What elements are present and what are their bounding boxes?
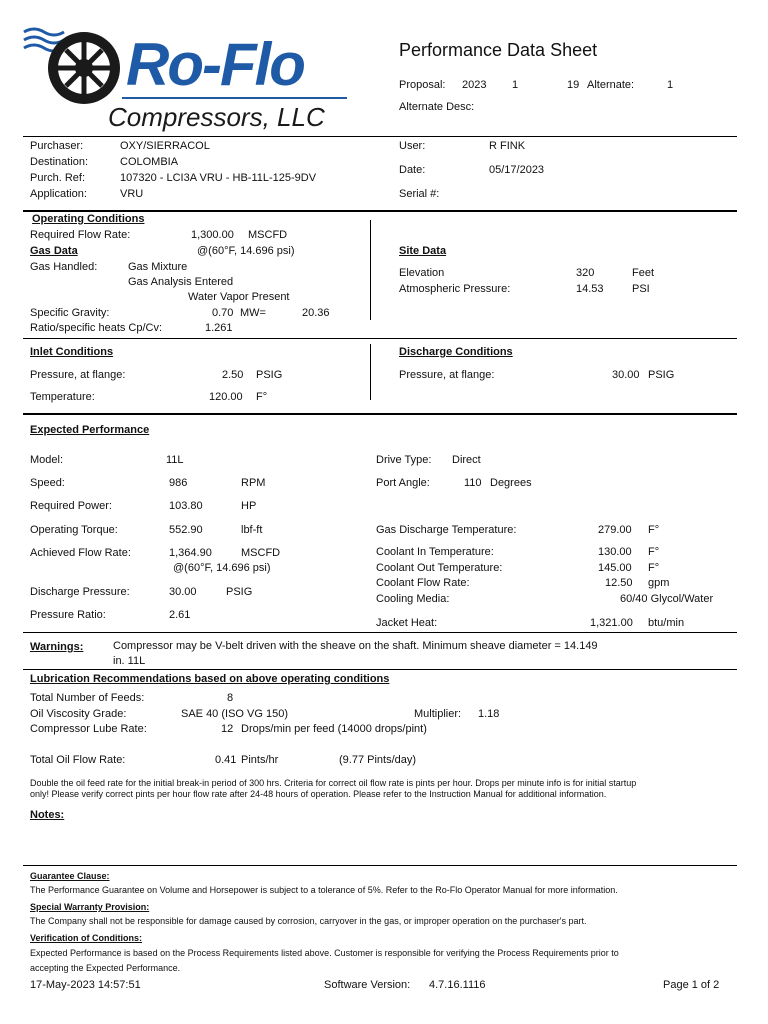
required-power-unit: HP [241,500,257,512]
coolant-in-temp-value: 130.00 [598,546,632,558]
discharge-pressure-perf-unit: PSIG [226,586,253,598]
achieved-flow-value: 1,364.90 [169,547,212,559]
special-warranty-label: Special Warranty Provision: [30,902,150,912]
alternate-label: Alternate: [587,79,635,91]
proposal-number: 1 [512,79,519,91]
inlet-temp-label: Temperature: [30,391,95,403]
atm-pressure-unit: PSI [632,283,650,295]
discharge-pressure-perf-value: 30.00 [169,586,197,598]
application-value: VRU [120,188,144,200]
divider [370,220,371,320]
coolant-out-temp-unit: F° [648,562,660,574]
atm-pressure-label: Atmospheric Pressure: [399,283,511,295]
model-value: 11L [166,454,184,466]
site-data-heading: Site Data [399,245,447,257]
gas-analysis-entered: Gas Analysis Entered [128,276,234,288]
required-power-label: Required Power: [30,500,112,512]
guarantee-clause-text: The Performance Guarantee on Volume and Horsepower is subject to a tolerance of 5%. Refer to the Ro-Flo Operator Manual for more information. [30,885,618,895]
footer-datetime: 17-May-2023 14:57:51 [30,979,141,991]
purchaser-value: OXY/SIERRACOL [120,140,210,152]
software-version-value: 4.7.16.1116 [429,979,486,991]
warnings-text-line1: Compressor may be V-belt driven with the sheave on the shaft. Minimum sheave diameter = 14.149 [113,640,598,652]
drive-type-label: Drive Type: [376,454,432,466]
gas-handled-label: Gas Handled: [30,261,98,273]
divider [370,344,371,400]
speed-label: Speed: [30,477,65,489]
discharge-pressure-unit: PSIG [648,369,675,381]
mw-label: MW= [240,307,266,319]
company-logo [22,20,352,135]
inlet-pressure-unit: PSIG [256,369,283,381]
ratio-specific-heats-value: 1.261 [205,322,233,334]
achieved-flow-label: Achieved Flow Rate: [30,547,131,559]
atm-pressure-value: 14.53 [576,283,604,295]
port-angle-unit: Degrees [490,477,532,489]
pressure-ratio-label: Pressure Ratio: [30,609,106,621]
purch-ref-label: Purch. Ref: [30,172,86,184]
required-power-value: 103.80 [169,500,203,512]
destination-value: COLOMBIA [120,156,179,168]
speed-unit: RPM [241,477,266,489]
inlet-pressure-value: 2.50 [222,369,244,381]
required-flow-value: 1,300.00 [191,229,234,241]
ratio-specific-heats-label: Ratio/specific heats Cp/Cv: [30,322,163,334]
lube-rate-text: Drops/min per feed (14000 drops/pint) [241,723,427,735]
discharge-pressure-value: 30.00 [612,369,640,381]
coolant-in-temp-unit: F° [648,546,660,558]
coolant-in-temp-label: Coolant In Temperature: [376,546,494,558]
software-version-label: Software Version: [324,979,411,991]
destination-label: Destination: [30,156,89,168]
divider [23,632,737,633]
verification-label: Verification of Conditions: [30,933,142,943]
discharge-pressure-label: Pressure, at flange: [399,369,495,381]
drive-type-value: Direct [452,454,481,466]
cooling-media-value: 60/40 Glycol/Water [620,593,714,605]
verification-text-line1: Expected Performance is based on the Process Requirements listed above. Customer is responsible for verifying the Process Requirements prior to [30,948,619,958]
elevation-value: 320 [576,267,595,279]
coolant-flow-label: Coolant Flow Rate: [376,577,470,589]
model-label: Model: [30,454,64,466]
jacket-heat-unit: btu/min [648,617,685,629]
elevation-unit: Feet [632,267,655,279]
total-feeds-label: Total Number of Feeds: [30,692,145,704]
total-oil-flow-day: (9.77 Pints/day) [339,754,417,766]
user-label: User: [399,140,426,152]
proposal-label: Proposal: [399,79,446,91]
achieved-flow-unit: MSCFD [241,547,281,559]
gas-discharge-temp-label: Gas Discharge Temperature: [376,524,517,536]
jacket-heat-value: 1,321.00 [590,617,633,629]
lube-rate-label: Compressor Lube Rate: [30,723,147,735]
oil-viscosity-value: SAE 40 (ISO VG 150) [181,708,288,720]
gas-standard-conditions: @(60°F, 14.696 psi) [197,245,295,257]
achieved-flow-standard: @(60°F, 14.696 psi) [173,562,271,574]
alternate-desc-label: Alternate Desc: [399,101,475,113]
operating-torque-value: 552.90 [169,524,203,536]
inlet-conditions-heading: Inlet Conditions [30,346,114,358]
inlet-temp-unit: F° [256,391,268,403]
jacket-heat-label: Jacket Heat: [376,617,438,629]
multiplier-value: 1.18 [478,708,500,720]
elevation-label: Elevation [399,267,445,279]
notes-label: Notes: [30,809,65,821]
discharge-conditions-heading: Discharge Conditions [399,346,513,358]
inlet-pressure-label: Pressure, at flange: [30,369,126,381]
divider [23,136,737,137]
total-oil-flow-value: 0.41 [215,754,237,766]
date-value: 05/17/2023 [489,164,545,176]
port-angle-label: Port Angle: [376,477,430,489]
purch-ref-value: 107320 - LCI3A VRU - HB-11L-125-9DV [120,172,317,184]
operating-conditions-heading: Operating Conditions [32,213,145,225]
total-feeds-value: 8 [227,692,234,704]
expected-performance-heading: Expected Performance [30,424,150,436]
water-vapor-present: Water Vapor Present [188,291,290,303]
lubrication-heading: Lubrication Recommendations based on above operating conditions [30,673,390,685]
coolant-out-temp-value: 145.00 [598,562,632,574]
guarantee-clause-label: Guarantee Clause: [30,871,110,881]
special-warranty-text: The Company shall not be responsible for damage caused by corrosion, carryover in the gas, or improper operation on the purchaser's part. [30,916,587,926]
mw-value: 20.36 [302,307,330,319]
coolant-flow-value: 12.50 [605,577,633,589]
lube-note-line2: only! Please verify correct pints per hour flow rate after 24-48 hours of operation. Please refer to the Instruction Manual for additional information. [30,789,607,799]
inlet-temp-value: 120.00 [209,391,243,403]
gas-discharge-temp-value: 279.00 [598,524,632,536]
proposal-year: 2023 [462,79,487,91]
lube-note-line1: Double the oil feed rate for the initial break-in period of 300 hrs. Criteria for correct oil flow rate is pints per hour. Drops per minute info is for initial startup [30,778,637,788]
page-number: Page 1 of 2 [663,979,720,991]
purchaser-label: Purchaser: [30,140,84,152]
coolant-out-temp-label: Coolant Out Temperature: [376,562,503,574]
gas-discharge-temp-unit: F° [648,524,660,536]
divider [23,669,737,670]
specific-gravity-value: 0.70 [212,307,234,319]
required-flow-unit: MSCFD [248,229,288,241]
verification-text-line2: accepting the Expected Performance. [30,963,181,973]
speed-value: 986 [169,477,188,489]
logo-brand: Ro-Flo [126,31,304,98]
proposal-revision: 19 [567,79,580,91]
warnings-label: Warnings: [30,641,84,653]
gas-handled-value: Gas Mixture [128,261,188,273]
page-title: Performance Data Sheet [399,40,598,60]
total-oil-flow-label: Total Oil Flow Rate: [30,754,126,766]
multiplier-label: Multiplier: [414,708,462,720]
cooling-media-label: Cooling Media: [376,593,450,605]
gas-data-heading: Gas Data [30,245,78,257]
warnings-text-line2: in. 11L [113,655,146,667]
logo-subtitle: Compressors, LLC [108,102,325,132]
divider [23,338,737,339]
coolant-flow-unit: gpm [648,577,670,589]
application-label: Application: [30,188,87,200]
divider [23,210,737,212]
discharge-pressure-perf-label: Discharge Pressure: [30,586,130,598]
operating-torque-label: Operating Torque: [30,524,118,536]
required-flow-label: Required Flow Rate: [30,229,131,241]
serial-label: Serial #: [399,188,440,200]
divider [23,413,737,415]
oil-viscosity-label: Oil Viscosity Grade: [30,708,127,720]
user-value: R FINK [489,140,526,152]
date-label: Date: [399,164,426,176]
total-oil-flow-unit: Pints/hr [241,754,279,766]
alternate-value: 1 [667,79,674,91]
port-angle-value: 110 [464,477,482,489]
specific-gravity-label: Specific Gravity: [30,307,110,319]
divider [23,865,737,866]
lube-rate-value: 12 [221,723,234,735]
pressure-ratio-value: 2.61 [169,609,191,621]
operating-torque-unit: lbf-ft [241,524,263,536]
